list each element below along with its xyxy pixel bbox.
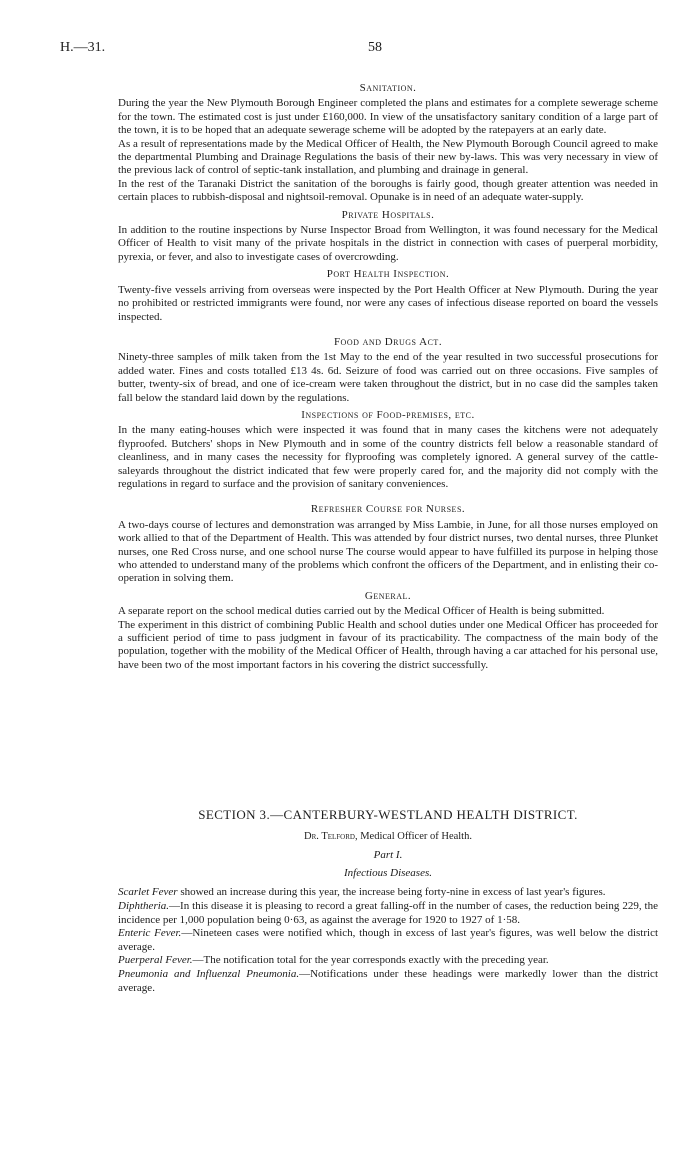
- section-heading-port-health: Port Health Inspection.: [326, 268, 450, 281]
- section-title: SECTION 3.—CANTERBURY-WESTLAND HEALTH DISTRICT.: [198, 807, 578, 822]
- paragraph: The experiment in this district of combining Public Health and school duties under one Medical Officer has proceeded for a sufficient period of time to pass judgment in favour of its practicability. The compactness of the main body of the population, together with the mobility of the Medical Officer of Health, through having a car attached for his personal use, have been two of the most important factors in his covering the district successfully.: [118, 618, 658, 671]
- paragraph: A separate report on the school medical duties carried out by the Medical Officer of Health is being submitted.: [118, 605, 605, 618]
- disease-paragraph: [118, 900, 658, 927]
- paragraph: A two-days course of lectures and demonstration was arranged by Miss Lambie, in June, for all those nurses employed on work allied to that of the Department of Health. This was attended by four district nurses, two dental nurses, three Plunket nurses, one Red Cross nurse, and one school nurse The course would appear to have fulfilled its purpose in helping those who attended to understand many of the problems which confront the officers of the Department, and in enlisting their co-operation in solving them.: [118, 518, 658, 585]
- disease-label: Puerperal Fever.: [118, 954, 193, 967]
- officer-role: Medical Officer of Health.: [360, 830, 472, 842]
- disease-label: Enteric Fever.: [118, 927, 182, 940]
- officer-name: Dr. Telford,: [304, 830, 358, 842]
- paragraph: In the many eating-houses which were inspected it was found that in many cases the kitchens were not adequately flyproofed. Butchers' shops in New Plymouth and in some of the country districts fell below a reasonable standard of cleanliness, and in many cases the necessity for flyproofing was completely ignored. A general survey of the cattle-saleyards throughout the district indicated that few were properly cared for, and the majority did not comply with the regulations in regard to surface and the provision of sanitary conveniences.: [118, 424, 658, 490]
- section-heading-food-drugs: Food and Drugs Act.: [333, 335, 443, 348]
- officer-line: [118, 830, 658, 844]
- section-heading-general: General.: [364, 589, 412, 602]
- disease-paragraph: [118, 954, 658, 968]
- report-reference: H.—31.: [60, 40, 106, 55]
- disease-label: Pneumonia and Influenzal Pneumonia.: [118, 967, 300, 980]
- part-heading: Part I.: [373, 849, 403, 862]
- section-heading-sanitation: Sanitation.: [359, 82, 417, 94]
- disease-text: —In this disease it is pleasing to record a great falling-off in the number of cases, the reduction being 229, the incidence per 1,000 population being 0·63, as against the average for 1920 to 1927 of 1·58.: [118, 899, 658, 926]
- report-body: [118, 78, 658, 672]
- section-heading-food-premises: Inspections of Food-premises, etc.: [301, 408, 475, 421]
- disease-paragraph: [118, 968, 658, 995]
- disease-label: Scarlet Fever: [118, 886, 178, 899]
- disease-paragraph: [118, 927, 658, 954]
- section-heading-private-hospitals: Private Hospitals.: [341, 208, 435, 221]
- disease-text: —Nineteen cases were notified which, though in excess of last year's figures, was well below the district average.: [118, 927, 659, 953]
- disease-label: Diphtheria.: [118, 899, 170, 912]
- paragraph: As a result of representations made by the Medical Officer of Health, the New Plymouth Borough Council agreed to make the departmental Plumbing and Drainage Regulations the basis of their new by-laws. This was very necessary in view of the previous lack of control of septic-tank installation, and plumbing and drainage in general.: [118, 137, 658, 177]
- disease-text: showed an increase during this year, the increase being forty-nine in excess of last year's figures.: [177, 886, 606, 899]
- disease-paragraph: [118, 886, 658, 900]
- section-heading-refresher-course: Refresher Course for Nurses.: [310, 503, 466, 516]
- disease-text: —The notification total for the year corresponds exactly with the preceding year.: [192, 954, 549, 967]
- disease-text: —Notifications under these headings were markedly lower than the district average.: [118, 967, 658, 994]
- page-number: 58: [368, 40, 382, 55]
- paragraph: During the year the New Plymouth Borough Engineer completed the plans and estimates for a complete sewerage scheme for the town. The estimated cost is just under £160,000. In view of the unsatisfactory sanitary condition of a large part of the town, it is to be hoped that an adequate sewerage scheme will be adopted by the ratepayers at an early date.: [118, 97, 658, 137]
- paragraph: Twenty-five vessels arriving from overseas were inspected by the Port Health Officer at New Plymouth. During the year no prohibited or restricted immigrants were found, nor were any cases of infectious disease reported on board the vessels inspected.: [118, 283, 658, 323]
- paragraph: Ninety-three samples of milk taken from the 1st May to the end of the year resulted in two successful prosecutions for added water. Fines and costs totalled £13 4s. 6d. Seizure of food was carried out on three occasions. Five samples of butter, twenty-six of bread, and one of ice-cream were taken throughout the district, but in no case did the samples taken fall below the standard laid down by the regulations.: [118, 351, 658, 404]
- section-3: [118, 808, 658, 995]
- paragraph: In addition to the routine inspections by Nurse Inspector Broad from Wellington, it was found necessary for the Medical Officer of Health to visit many of the private hospitals in the district in connection with cases of puerperal morbidity, pyrexia, or fever, and also to investigate cases of overcrowding.: [118, 224, 658, 263]
- paragraph: In the rest of the Taranaki District the sanitation of the boroughs is fairly good, though greater attention was needed in certain places to rubbish-disposal and nightsoil-removal. Opunake is in need of an adequate water-supply.: [118, 177, 658, 204]
- subheading-infectious-diseases: Infectious Diseases.: [344, 866, 432, 879]
